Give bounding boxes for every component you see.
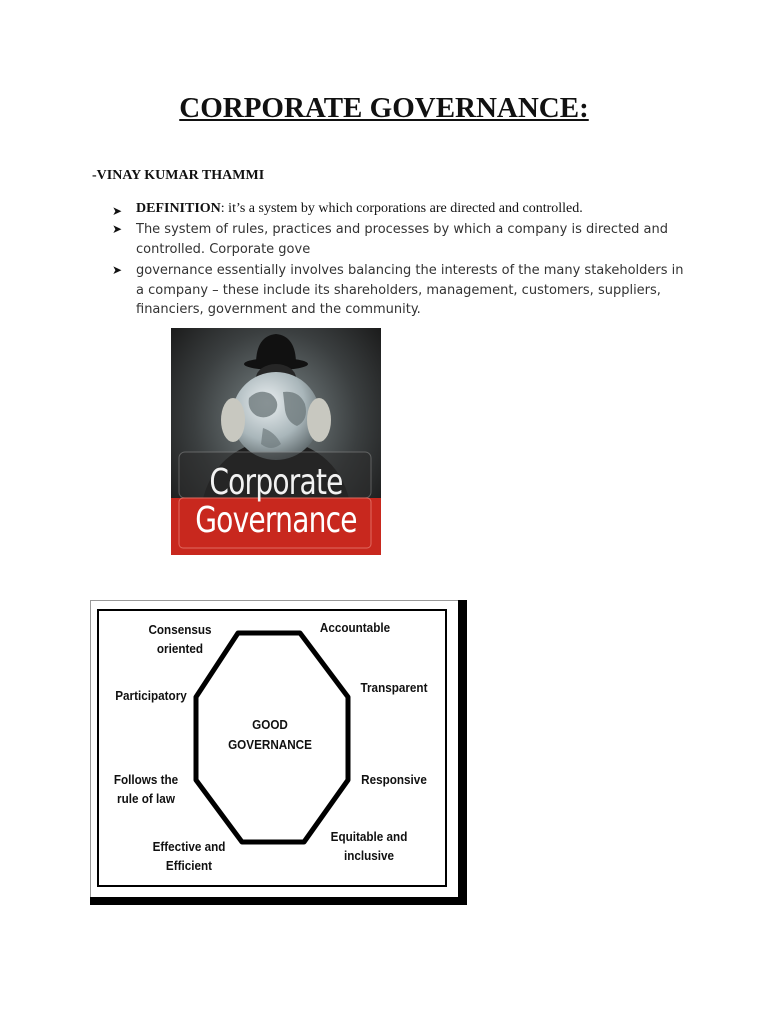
definition-text: : it’s a system by which corporations are directed and controlled.: [220, 201, 583, 216]
arrow-bullet-icon: ➤: [112, 263, 123, 277]
cover-title-line1: Corporate: [209, 462, 343, 503]
label-effective-line2: Efficient: [165, 858, 213, 873]
label-participatory: Participatory: [115, 688, 187, 703]
center-label-line2: GOVERNANCE: [228, 737, 312, 752]
bullet-list: [112, 198, 692, 320]
label-equitable-line2: inclusive: [343, 848, 395, 863]
bullet-definition: [112, 198, 692, 220]
label-consensus-line2: oriented: [156, 641, 204, 656]
document-title: CORPORATE GOVERNANCE:: [179, 92, 589, 124]
arrow-bullet-icon: ➤: [112, 204, 123, 218]
definition-term: DEFINITION: [136, 201, 221, 216]
good-governance-diagram: [90, 600, 467, 905]
cover-title-line2: Governance: [195, 500, 357, 541]
diagram-shadow-right: [458, 600, 467, 905]
label-equitable-line1: Equitable and: [330, 829, 408, 844]
label-accountable: Accountable: [319, 620, 391, 635]
author-line: -VINAY KUMAR THAMMI: [92, 168, 265, 183]
label-follows-line1: Follows the: [113, 772, 179, 787]
label-consensus-line1: Consensus: [148, 622, 212, 637]
bullet-text: governance essentially involves balancing the interests of the many stakeholders in a company – these include its shareholders, management, customers, suppliers, financiers, government and the community.: [136, 263, 684, 317]
label-responsive: Responsive: [361, 772, 427, 787]
center-label-line1: GOOD: [252, 717, 288, 732]
bullet-stakeholders: [112, 261, 692, 320]
label-effective-line1: Effective and: [152, 839, 226, 854]
diagram-shadow-bottom: [90, 897, 467, 905]
bullet-text: The system of rules, practices and processes by which a company is directed and controlled. Corporate gove: [136, 222, 669, 257]
label-follows-line2: rule of law: [117, 791, 175, 806]
bullet-system-of-rules: [112, 220, 692, 259]
arrow-bullet-icon: ➤: [112, 222, 123, 236]
label-transparent: Transparent: [360, 680, 428, 695]
